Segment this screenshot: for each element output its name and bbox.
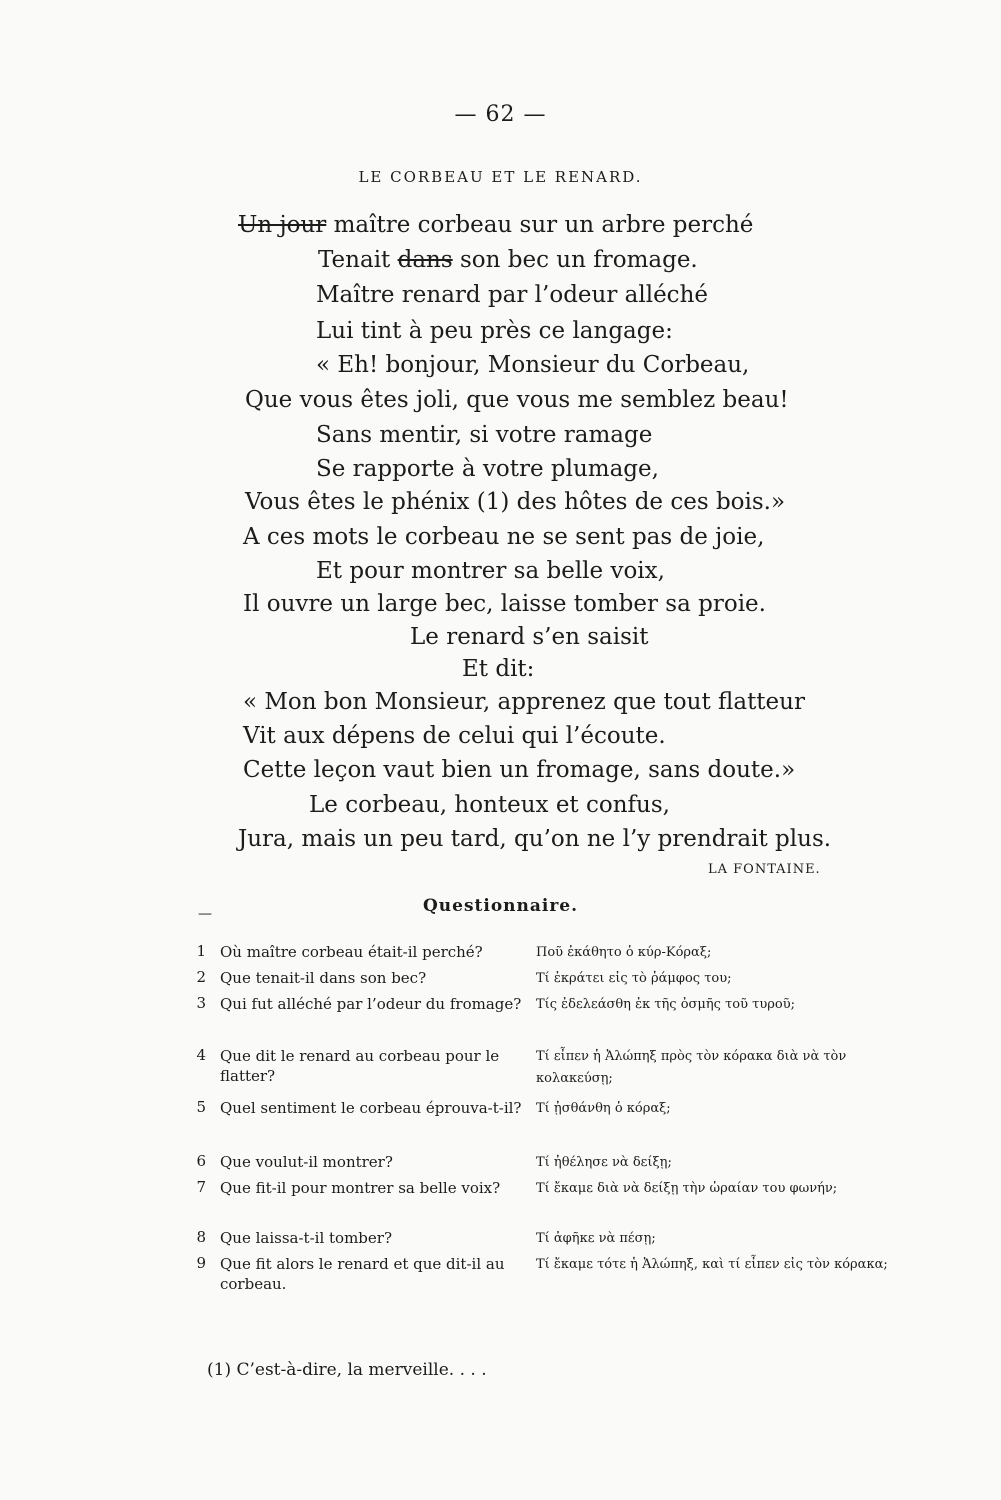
question-greek: Τί εἶπεν ἡ Ἀλώπηξ πρὸς τὸν κόρακα διὰ νὰ τὸν κολακεύσῃ;: [536, 1049, 847, 1086]
question-french: Que fit-il pour montrer sa belle voix?: [220, 1179, 501, 1197]
question-number: 1: [196, 942, 206, 960]
questionnaire-title: Questionnaire.: [422, 896, 579, 916]
question-greek: Τίς ἐδελεάσθη ἐκ τῆς ὀσμῆς τοῦ τυροῦ;: [536, 997, 795, 1012]
poem-line-1: [238, 212, 753, 238]
poem-line: « Eh! bonjour, Monsieur du Corbeau,: [316, 352, 750, 378]
question-number: 3: [196, 994, 206, 1012]
poem-line: Et dit:: [462, 656, 535, 682]
page-number: — 62 —: [454, 102, 547, 127]
question-greek: Τί ἀφῆκε νὰ πέσῃ;: [536, 1231, 656, 1246]
author-attribution: LA FONTAINE.: [708, 862, 821, 877]
question-french: Que fit alors le renard et que dit-il au corbeau.: [220, 1255, 505, 1293]
poem-line: Que vous êtes joli, que vous me semblez beau!: [245, 387, 789, 413]
poem-line: Se rapporte à votre plumage,: [316, 456, 659, 482]
question-french: Que laissa-t-il tomber?: [220, 1229, 392, 1247]
question-number: 5: [196, 1098, 206, 1116]
poem-line: Le renard s’en saisit: [410, 624, 649, 650]
line-text: son bec un fromage.: [452, 247, 698, 273]
struck-words: Un jour: [238, 212, 327, 238]
poem-line: Lui tint à peu près ce langage:: [316, 318, 673, 344]
question-number: 7: [196, 1178, 206, 1196]
poem-line: Il ouvre un large bec, laisse tomber sa proie.: [243, 591, 766, 617]
poem-line: Sans mentir, si votre ramage: [316, 422, 653, 448]
question-greek: Ποῦ ἐκάθητο ὁ κύρ-Κόραξ;: [536, 945, 712, 960]
questionnaire-dash: —: [198, 906, 212, 922]
question-french: Que dit le renard au corbeau pour le flatter?: [220, 1047, 500, 1085]
question-number: 8: [196, 1228, 206, 1246]
poem-line: Maître renard par l’odeur alléché: [316, 282, 708, 308]
poem-line-2: [318, 247, 698, 273]
struck-words: dans: [397, 247, 453, 273]
poem-line: « Mon bon Monsieur, apprenez que tout flatteur: [243, 689, 805, 715]
question-greek: Τί ἠθέλησε νὰ δείξῃ;: [536, 1155, 672, 1170]
question-french: Quel sentiment le corbeau éprouva-t-il?: [220, 1099, 522, 1117]
poem-title: LE CORBEAU ET LE RENARD.: [358, 168, 643, 186]
poem-line: Et pour montrer sa belle voix,: [316, 558, 665, 584]
question-number: 9: [196, 1254, 206, 1272]
footnote: (1) C’est-à-dire, la merveille. . . .: [207, 1360, 487, 1380]
line-text: maître corbeau sur un arbre perché: [326, 212, 754, 238]
line-text: Tenait: [318, 247, 398, 273]
poem-line: Cette leçon vaut bien un fromage, sans doute.»: [243, 757, 796, 783]
poem-line: Jura, mais un peu tard, qu’on ne l’y prendrait plus.: [238, 826, 832, 852]
question-greek: Τί ἔκαμε διὰ νὰ δείξῃ τὴν ὡραίαν του φωνήν;: [536, 1181, 838, 1196]
question-greek: Τί ἔκαμε τότε ἡ Ἀλώπηξ, καὶ τί εἶπεν εἰς τὸν κόρακα;: [536, 1257, 888, 1272]
question-french: Où maître corbeau était-il perché?: [220, 943, 483, 961]
question-french: Que tenait-il dans son bec?: [220, 969, 427, 987]
poem-line: Vit aux dépens de celui qui l’écoute.: [243, 723, 666, 749]
question-greek: Τί ἐκράτει εἰς τὸ ῥάμφος του;: [536, 971, 732, 986]
poem-line: A ces mots le corbeau ne se sent pas de joie,: [243, 524, 765, 550]
question-number: 6: [196, 1152, 206, 1170]
question-number: 2: [196, 968, 206, 986]
question-number: 4: [196, 1046, 206, 1064]
question-greek: Τί ᾐσθάνθη ὁ κόραξ;: [536, 1101, 671, 1116]
poem-line: Vous êtes le phénix (1) des hôtes de ces bois.»: [245, 489, 786, 515]
poem-line: Le corbeau, honteux et confus,: [309, 792, 670, 818]
question-french: Qui fut alléché par l’odeur du fromage?: [220, 995, 522, 1013]
question-french: Que voulut-il montrer?: [220, 1153, 393, 1171]
